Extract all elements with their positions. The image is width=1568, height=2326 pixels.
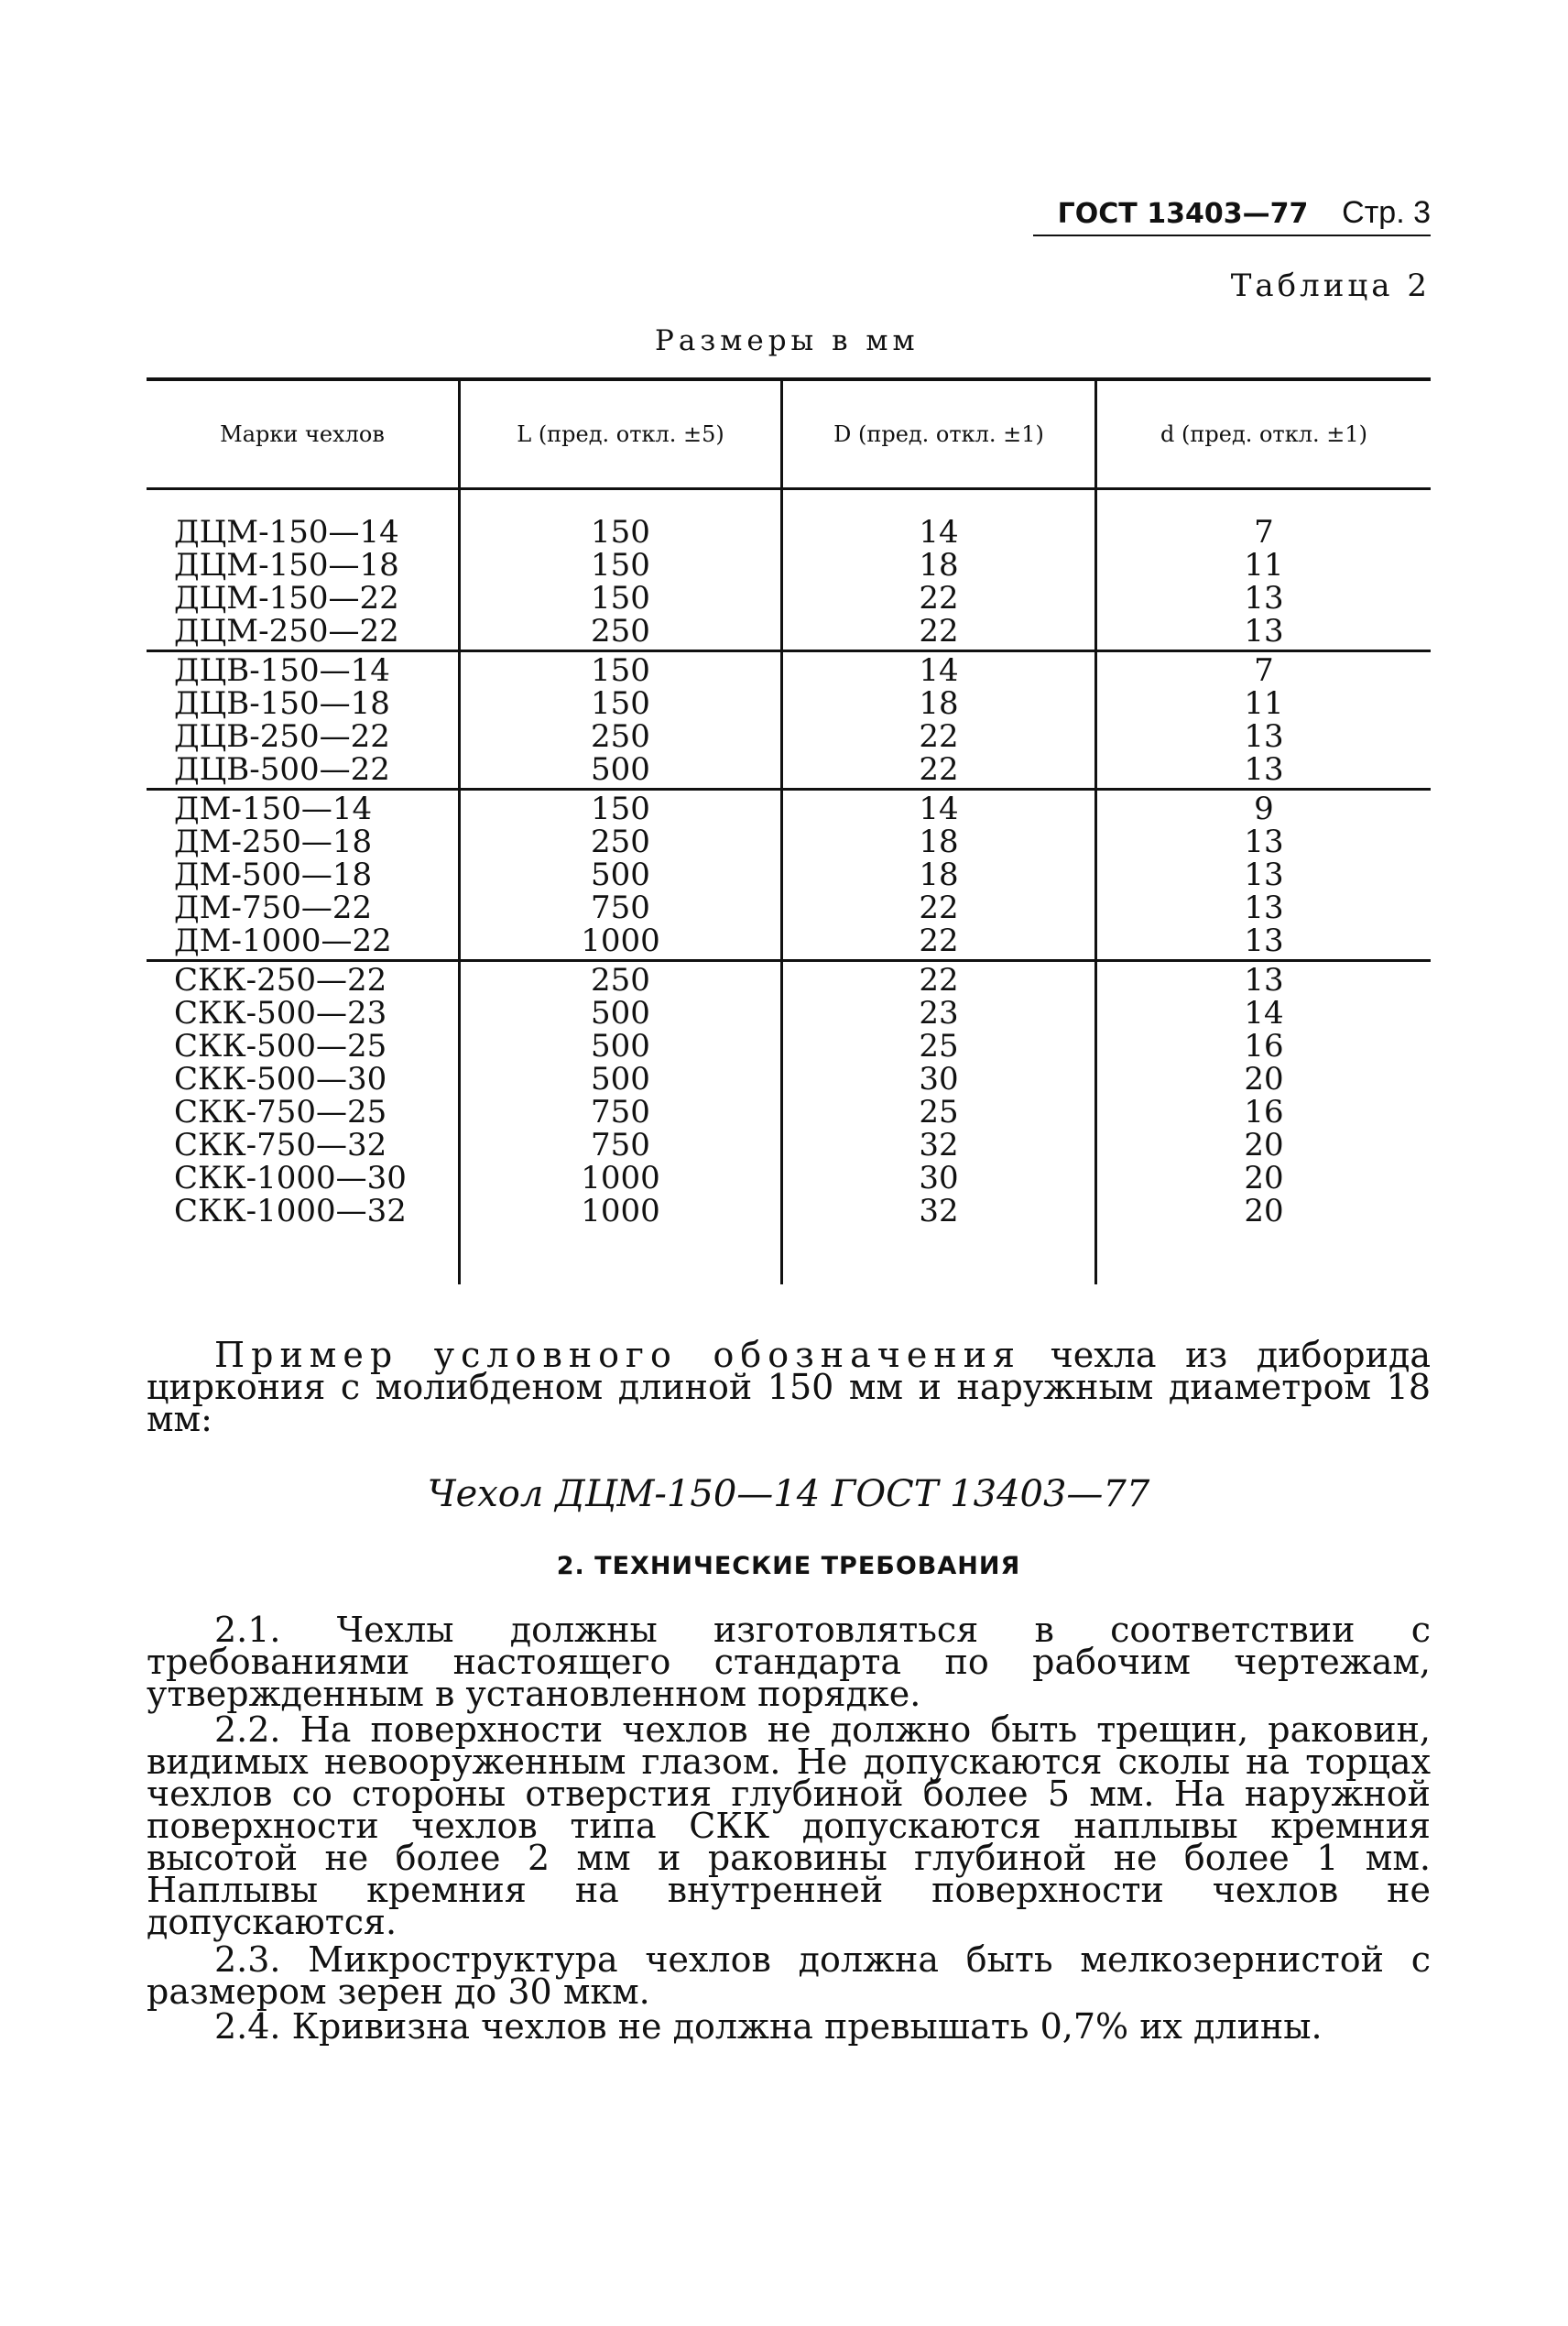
table-group (147, 651, 1431, 790)
table-group (147, 790, 1431, 961)
value-d: 7 (1254, 652, 1274, 689)
table-label: Таблица 2 (1230, 268, 1431, 304)
value-D: 18 (919, 857, 959, 893)
section-title: 2. ТЕХНИЧЕСКИЕ ТРЕБОВАНИЯ (556, 1552, 1021, 1580)
value-L: 250 (591, 824, 650, 860)
table-cell-D (782, 489, 1096, 651)
value-L: 150 (591, 514, 650, 551)
value-d: 16 (1244, 1094, 1284, 1130)
value-d: 9 (1254, 791, 1274, 827)
cover-mark: ДМ-750—22 (174, 890, 373, 926)
table-cell-marks (147, 961, 460, 1285)
value-L: 150 (591, 685, 650, 722)
paragraph-2-1: 2.1. Чехлы должны изготовляться в соответствии с требованиями настоящего стандарта по рабочим чертежам, утвержденным в установленном порядке. (147, 1610, 1431, 1714)
value-d: 20 (1244, 1193, 1284, 1229)
value-D: 14 (919, 514, 959, 551)
cover-mark: СКК-750—32 (174, 1127, 387, 1163)
table-group (147, 961, 1431, 1285)
cover-mark: СКК-500—25 (174, 1028, 387, 1065)
table-group (147, 489, 1431, 651)
value-L: 500 (591, 995, 650, 1032)
column-header-D: D (пред. откл. ±1) (782, 379, 1096, 489)
paragraph-2-3: 2.3. Микроструктура чехлов должна быть мелкозернистой с размером зерен до 30 мкм. (147, 1939, 1431, 2012)
column-header-d: d (пред. откл. ±1) (1096, 379, 1432, 489)
value-D: 25 (919, 1028, 959, 1065)
cover-mark: СКК-250—22 (174, 962, 387, 999)
header-rule (1033, 235, 1431, 236)
cover-mark: ДЦМ-150—22 (174, 580, 399, 617)
value-L: 150 (591, 547, 650, 584)
table-units: Размеры в мм (655, 324, 920, 357)
value-d: 20 (1244, 1061, 1284, 1097)
value-L: 500 (591, 751, 650, 788)
example-rest: чехла из диборида циркония с молибденом длиной 150 мм и наружным диаметром 18 мм: (147, 1335, 1431, 1439)
designation-example: Чехол ДЦМ-150—14 ГОСТ 13403—77 (427, 1473, 1150, 1515)
designation-example-text (147, 1335, 1431, 1439)
cover-mark: СКК-500—30 (174, 1061, 387, 1097)
page-number: Стр. 3 (1342, 195, 1431, 230)
cover-mark: ДЦМ-250—22 (174, 613, 399, 650)
value-d: 13 (1244, 923, 1284, 959)
value-d: 13 (1244, 962, 1284, 999)
value-D: 22 (919, 962, 959, 999)
table-cell-D (782, 961, 1096, 1285)
value-D: 22 (919, 923, 959, 959)
value-D: 32 (919, 1193, 959, 1229)
table-cell-d (1096, 651, 1432, 790)
value-L: 1000 (581, 1193, 660, 1229)
table-cell-L (460, 961, 782, 1285)
value-D: 32 (919, 1127, 959, 1163)
cover-mark: ДМ-500—18 (174, 857, 373, 893)
value-D: 18 (919, 685, 959, 722)
value-L: 500 (591, 1061, 650, 1097)
cover-mark: ДЦВ-250—22 (174, 718, 390, 755)
table-row (147, 790, 1431, 961)
value-L: 750 (591, 1127, 650, 1163)
table-row (147, 651, 1431, 790)
table-cell-marks (147, 651, 460, 790)
table-header-row (147, 379, 1431, 489)
table-cell-D (782, 651, 1096, 790)
table-row (147, 489, 1431, 651)
paragraph-2-2: 2.2. На поверхности чехлов не должно быть трещин, раковин, видимых невооруженным глазом. Не допускаются сколы на торцах чехлов со стороны отверстия глубиной более 5 мм. На наружной поверхности чехлов типа СКК допускаются наплывы кремния высотой не более 2 мм и раковины глубиной не более 1 мм. Наплывы кремния на внутренней поверхности чехлов не допускаются. (147, 1709, 1431, 1942)
value-D: 18 (919, 824, 959, 860)
value-D: 30 (919, 1160, 959, 1196)
table-cell-d (1096, 790, 1432, 961)
value-D: 14 (919, 652, 959, 689)
page-header (1058, 194, 1431, 231)
value-D: 22 (919, 580, 959, 617)
value-D: 14 (919, 791, 959, 827)
value-d: 13 (1244, 718, 1284, 755)
standard-number: ГОСТ 13403—77 (1057, 198, 1309, 230)
value-L: 250 (591, 962, 650, 999)
value-d: 11 (1244, 547, 1284, 584)
value-L: 250 (591, 613, 650, 650)
value-d: 13 (1244, 857, 1284, 893)
table-cell-marks (147, 790, 460, 961)
value-L: 500 (591, 857, 650, 893)
value-d: 14 (1244, 995, 1284, 1032)
table-cell-D (782, 790, 1096, 961)
table-cell-L (460, 489, 782, 651)
value-d: 11 (1244, 685, 1284, 722)
cover-mark: ДЦМ-150—14 (174, 514, 399, 551)
cover-mark: СКК-1000—30 (174, 1160, 407, 1196)
table-cell-d (1096, 489, 1432, 651)
table-cell-d (1096, 961, 1432, 1285)
value-d: 13 (1244, 890, 1284, 926)
value-L: 1000 (581, 923, 660, 959)
table-cell-marks (147, 489, 460, 651)
value-L: 150 (591, 791, 650, 827)
value-L: 750 (591, 1094, 650, 1130)
table-cell-L (460, 651, 782, 790)
value-d: 16 (1244, 1028, 1284, 1065)
value-D: 18 (919, 547, 959, 584)
cover-mark: ДЦВ-150—18 (174, 685, 390, 722)
value-L: 250 (591, 718, 650, 755)
table-row (147, 961, 1431, 1285)
cover-mark: ДМ-1000—22 (174, 923, 392, 959)
value-D: 23 (919, 995, 959, 1032)
value-L: 150 (591, 652, 650, 689)
value-L: 150 (591, 580, 650, 617)
dimensions-table (147, 377, 1431, 1284)
value-L: 1000 (581, 1160, 660, 1196)
cover-mark: СКК-500—23 (174, 995, 387, 1032)
value-D: 22 (919, 751, 959, 788)
value-d: 20 (1244, 1160, 1284, 1196)
value-L: 500 (591, 1028, 650, 1065)
value-D: 30 (919, 1061, 959, 1097)
cover-mark: ДМ-250—18 (174, 824, 373, 860)
paragraph-2-4: 2.4. Кривизна чехлов не должна превышать 0,7% их длины. (214, 2006, 1323, 2047)
cover-mark: ДМ-150—14 (174, 791, 373, 827)
value-L: 750 (591, 890, 650, 926)
value-D: 22 (919, 890, 959, 926)
value-D: 22 (919, 613, 959, 650)
value-d: 13 (1244, 751, 1284, 788)
value-d: 13 (1244, 824, 1284, 860)
cover-mark: ДЦВ-150—14 (174, 652, 390, 689)
value-D: 25 (919, 1094, 959, 1130)
value-D: 22 (919, 718, 959, 755)
example-lead: Пример условного обозначения (214, 1335, 1022, 1375)
value-d: 13 (1244, 580, 1284, 617)
column-header-L: L (пред. откл. ±5) (460, 379, 782, 489)
cover-mark: ДЦМ-150—18 (174, 547, 399, 584)
table-cell-L (460, 790, 782, 961)
cover-mark: СКК-750—25 (174, 1094, 387, 1130)
value-d: 20 (1244, 1127, 1284, 1163)
column-header-marks: Марки чехлов (147, 379, 460, 489)
cover-mark: СКК-1000—32 (174, 1193, 407, 1229)
value-d: 13 (1244, 613, 1284, 650)
cover-mark: ДЦВ-500—22 (174, 751, 390, 788)
value-d: 7 (1254, 514, 1274, 551)
